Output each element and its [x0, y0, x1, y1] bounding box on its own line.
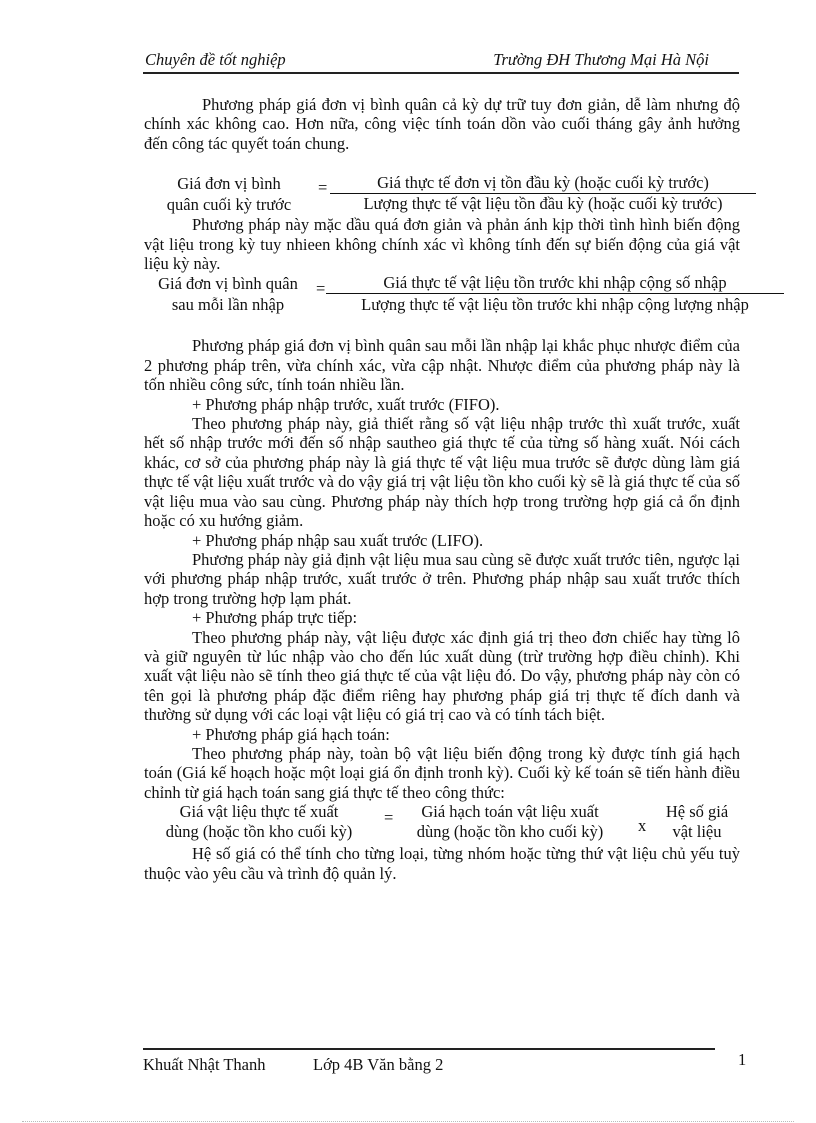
method-heading-fifo: + Phương pháp nhập trước, xuất trước (FIFO). — [192, 394, 500, 414]
formula-term-line: dùng (hoặc tồn kho cuối kỳ) — [165, 822, 353, 842]
paragraph: Theo phương pháp này, vật liệu được xác định giá trị theo đơn chiếc hay từng lô và giữ nguyên từ lúc nhập vào cho đến lúc xuất dùng (trừ trường hợp điều chỉnh). Khi xuất vật liệu nào sẽ tính theo giá thực tế của vật liệu đó. Do vậy, phương pháp này còn có tên gọi là phương pháp đặc điểm riêng hay phương pháp giá trị thực tế đích danh và thường sử dụng với các loại vật liệu có giá trị cao và có tính tách biệt. — [144, 627, 740, 725]
formula-numerator: Giá thực tế đơn vị tồn đầu kỳ (hoặc cuối kỳ trước) — [330, 173, 756, 194]
page-footer — [143, 1048, 715, 1074]
footer-class: Lớp 4B Văn bằng 2 — [313, 1055, 444, 1074]
page-bottom-divider — [22, 1121, 794, 1122]
header-left-title: Chuyên đề tốt nghiệp — [145, 50, 286, 69]
page-number: 1 — [738, 1050, 747, 1069]
multiply-sign: x — [638, 816, 647, 836]
header-right-title: Trường ĐH Thương Mại Hà Nội — [493, 50, 709, 69]
formula-term-accounting — [400, 802, 620, 842]
method-heading-accounting-price: + Phương pháp giá hạch toán: — [192, 724, 390, 744]
formula-denominator: Lượng thực tế vật liệu tồn trước khi nhập cộng lượng nhập — [361, 295, 749, 315]
formula-term-coefficient — [652, 802, 742, 842]
equals-sign: = — [384, 808, 394, 828]
formula-average-price-after-each-import — [144, 273, 749, 317]
paragraph: Phương pháp này giả định vật liệu mua sau cùng sẽ được xuất trước tiên, ngược lại với phương pháp nhập trước, xuất trước ở trên. Phương pháp nhập sau xuất trước thích hợp trong trường hợp lạm phát. — [144, 549, 740, 608]
formula-average-price-previous-period — [144, 173, 740, 215]
formula-term-line: Hệ số giá — [665, 802, 729, 822]
page-header — [143, 50, 739, 74]
formula-lhs — [144, 173, 314, 215]
formula-term-line: Giá vật liệu thực tế xuất — [179, 802, 339, 822]
formula-lhs-line: Giá đơn vị bình — [177, 174, 281, 194]
paragraph: Phương pháp này mặc dầu quá đơn giản và phản ánh kịp thời tình hình biến động vật liệu trong kỳ tuy nhieen không chính xác vì không tính đến sự biến động của giá vật liệu kỳ này. — [144, 215, 740, 274]
formula-lhs-line: sau mỗi lần nhập — [171, 295, 285, 315]
method-heading-lifo: + Phương pháp nhập sau xuất trước (LIFO). — [192, 530, 484, 550]
paragraph: Theo phương pháp này, giả thiết rằng số vật liệu nhập trước thì xuất trước, xuất hết số nhập trước mới đến số nhập sautheo giá thực tế của từng số hàng xuất. Nói cách khác, cơ sở của phương pháp này là giá thực tế vật liệu mua trước sẽ được dùng làm giá thực tế vật liệu xuất trước và do vậy giá trị vật liệu tồn kho cuối kỳ sẽ là giá thực tế của số vật liệu mua vào sau cùng. Phương pháp này thích hợp trong trường hợp giá cả ổn định hoặc có xu hướng giảm. — [144, 414, 740, 531]
equals-sign: = — [316, 279, 326, 299]
paragraph: Theo phương pháp này, toàn bộ vật liệu biến động trong kỳ được tính giá hạch toán (Giá kế hoạch hoặc một loại giá ổn định tronh kỳ). Cuối kỳ kế toán sẽ tiến hành điều chỉnh từ giá hạch toán sang giá thực tế theo công thức: — [144, 743, 740, 802]
spacer — [144, 317, 740, 336]
paragraph: Phương pháp giá đơn vị bình quân cả kỳ dự trữ tuy đơn giản, dễ làm nhưng độ chính xác không cao. Hơn nữa, công việc tính toán dồn vào cuối tháng gây ảnh hưởng đến công tác quyết toán chung. — [144, 95, 740, 153]
formula-numerator: Giá thực tế vật liệu tồn trước khi nhập cộng số nhập — [326, 273, 784, 294]
paragraph: Hệ số giá có thể tính cho từng loại, từng nhóm hoặc từng thứ vật liệu chủ yếu tuỳ thuộc vào yêu cầu và trình độ quản lý. — [144, 844, 740, 883]
document-body — [144, 95, 749, 883]
formula-lhs-line: Giá đơn vị bình quân — [158, 274, 298, 294]
formula-term-line: dùng (hoặc tồn kho cuối kỳ) — [416, 822, 604, 842]
footer-author: Khuất Nhật Thanh — [143, 1055, 266, 1074]
formula-term-actual — [144, 802, 374, 842]
formula-actual-price — [144, 802, 740, 844]
formula-denominator: Lượng thực tế vật liệu tồn đầu kỳ (hoặc cuối kỳ trước) — [363, 194, 723, 214]
formula-term-line: vật liệu — [672, 822, 722, 842]
method-heading-direct: + Phương pháp trực tiếp: — [192, 608, 358, 628]
equals-sign: = — [318, 178, 328, 198]
formula-lhs — [142, 273, 314, 315]
formula-term-line: Giá hạch toán vật liệu xuất — [421, 802, 599, 822]
formula-lhs-line: quân cuối kỳ trước — [166, 195, 292, 215]
paragraph: Phương pháp giá đơn vị bình quân sau mỗi lần nhập lại khắc phục nhược điểm của 2 phương pháp trên, vừa chính xác, vừa cập nhật. Nhược điểm của phương pháp này là tốn nhiều công sức, tính toán nhiều lần. — [144, 336, 740, 395]
